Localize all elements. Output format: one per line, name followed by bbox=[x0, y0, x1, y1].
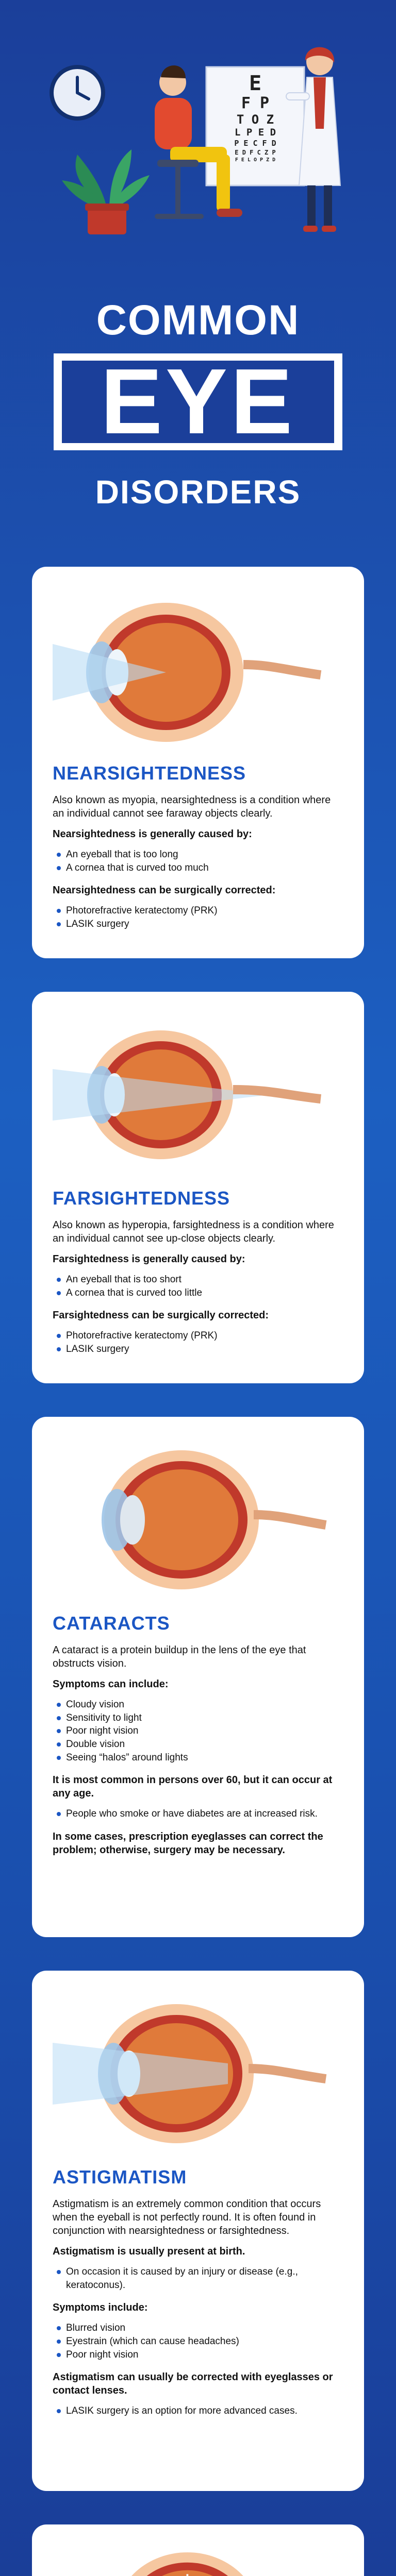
list-item: Sensitivity to light bbox=[53, 1711, 343, 1725]
symptoms-heading: Symptoms can include: bbox=[53, 1679, 169, 1690]
cataracts-eye-illustration bbox=[53, 1437, 343, 1602]
title-disorders: DISORDERS bbox=[95, 473, 301, 511]
list-item: An eyeball that is too short bbox=[53, 1273, 343, 1286]
card-intro: Astigmatism is an extremely common condition that occurs when the eyeball is not perfectly round. It is often found in conjunction with nearsightedness or farsightedness. bbox=[53, 2198, 321, 2236]
astigmatism-content bbox=[53, 2166, 343, 2427]
list-item: Photorefractive keratectomy (PRK) bbox=[53, 1329, 343, 1343]
card-nearsightedness bbox=[32, 567, 364, 958]
list-item: On occasion it is caused by an injury or disease (e.g., keratoconus). bbox=[53, 2265, 343, 2292]
eye-chart-row: E D F C Z P bbox=[235, 149, 276, 156]
list-item: LASIK surgery bbox=[53, 918, 343, 931]
age-note: It is most common in persons over 60, but it can occur at any age. bbox=[53, 1774, 333, 1800]
eye-chart-row: T O Z bbox=[236, 112, 274, 127]
nearsightedness-content bbox=[53, 762, 343, 940]
correction-list bbox=[53, 904, 343, 930]
farsightedness-content bbox=[53, 1188, 343, 1365]
nearsightedness-eye-illustration bbox=[53, 587, 343, 752]
hero bbox=[0, 0, 396, 536]
eye-chart-letters bbox=[206, 72, 304, 164]
astigmatism-eye-illustration bbox=[53, 1991, 343, 2156]
plant-icon bbox=[62, 149, 150, 234]
symptoms-list bbox=[53, 1698, 343, 1764]
list-item: People who smoke or have diabetes are at increased risk. bbox=[53, 1807, 343, 1821]
card-title: ASTIGMATISM bbox=[53, 2166, 187, 2188]
symptoms-heading: Symptoms include: bbox=[53, 2302, 148, 2314]
correction-heading: Farsightedness can be surgically corrected: bbox=[53, 1310, 269, 1321]
farsightedness-eye-illustration bbox=[53, 1012, 343, 1177]
birth-list bbox=[53, 2265, 343, 2292]
symptoms-list bbox=[53, 2321, 343, 2361]
card-outro: In some cases, prescription eyeglasses can correct the problem; otherwise, surgery may be necessary. bbox=[53, 1831, 323, 1856]
list-item: Eyestrain (which can cause headaches) bbox=[53, 2335, 343, 2348]
card-intro: Also known as myopia, nearsightedness is a condition where an individual cannot see faraway objects clearly. bbox=[53, 794, 331, 819]
correction-heading: Nearsightedness can be surgically corrected: bbox=[53, 885, 276, 896]
cause-list bbox=[53, 848, 343, 874]
title-eye: EYE bbox=[62, 361, 334, 443]
list-item: Cloudy vision bbox=[53, 1698, 343, 1711]
card-glaucoma bbox=[32, 2524, 364, 2576]
eye-chart-row: F E L O P Z D bbox=[235, 157, 276, 163]
title-common: COMMON bbox=[96, 297, 300, 344]
card-farsightedness bbox=[32, 992, 364, 1383]
list-item: Seeing “halos” around lights bbox=[53, 1751, 343, 1765]
card-intro: Also known as hyperopia, farsightedness is a condition where an individual cannot see up-close objects clearly. bbox=[53, 1219, 334, 1244]
list-item: Photorefractive keratectomy (PRK) bbox=[53, 904, 343, 918]
cause-heading: Farsightedness is generally caused by: bbox=[53, 1253, 245, 1265]
cataracts-content bbox=[53, 1613, 343, 1864]
age-list bbox=[53, 1807, 343, 1821]
list-item: A cornea that is curved too much bbox=[53, 861, 343, 875]
cause-heading: Nearsightedness is generally caused by: bbox=[53, 828, 252, 840]
correction-note: Astigmatism can usually be corrected with eyeglasses or contact lenses. bbox=[53, 2371, 333, 2397]
card-cataracts bbox=[32, 1417, 364, 1937]
eye-chart-row: E bbox=[249, 72, 262, 95]
list-item: A cornea that is curved too little bbox=[53, 1286, 343, 1300]
list-item: Blurred vision bbox=[53, 2321, 343, 2335]
eye-chart-row: L P E D bbox=[234, 127, 276, 138]
card-title: FARSIGHTEDNESS bbox=[53, 1188, 230, 1209]
glaucoma-eye-illustration bbox=[53, 2545, 343, 2576]
birth-note: Astigmatism is usually present at birth. bbox=[53, 2246, 245, 2257]
list-item: An eyeball that is too long bbox=[53, 848, 343, 861]
eye-chart-row: P E C F D bbox=[234, 139, 276, 148]
correction-list bbox=[53, 2404, 343, 2418]
correction-list bbox=[53, 1329, 343, 1355]
cause-list bbox=[53, 1273, 343, 1299]
hero-illustration bbox=[0, 0, 396, 289]
card-title: CATARACTS bbox=[53, 1613, 170, 1634]
card-astigmatism bbox=[32, 1971, 364, 2491]
list-item: LASIK surgery is an option for more advanced cases. bbox=[53, 2404, 343, 2418]
list-item: Poor night vision bbox=[53, 1724, 343, 1738]
list-item: LASIK surgery bbox=[53, 1343, 343, 1356]
clock-icon bbox=[52, 67, 103, 118]
card-intro: A cataract is a protein buildup in the lens of the eye that obstructs vision. bbox=[53, 1645, 306, 1669]
eye-chart-row: F P bbox=[241, 94, 270, 112]
list-item: Double vision bbox=[53, 1738, 343, 1751]
card-title: NEARSIGHTEDNESS bbox=[53, 762, 246, 784]
list-item: Poor night vision bbox=[53, 2348, 343, 2362]
